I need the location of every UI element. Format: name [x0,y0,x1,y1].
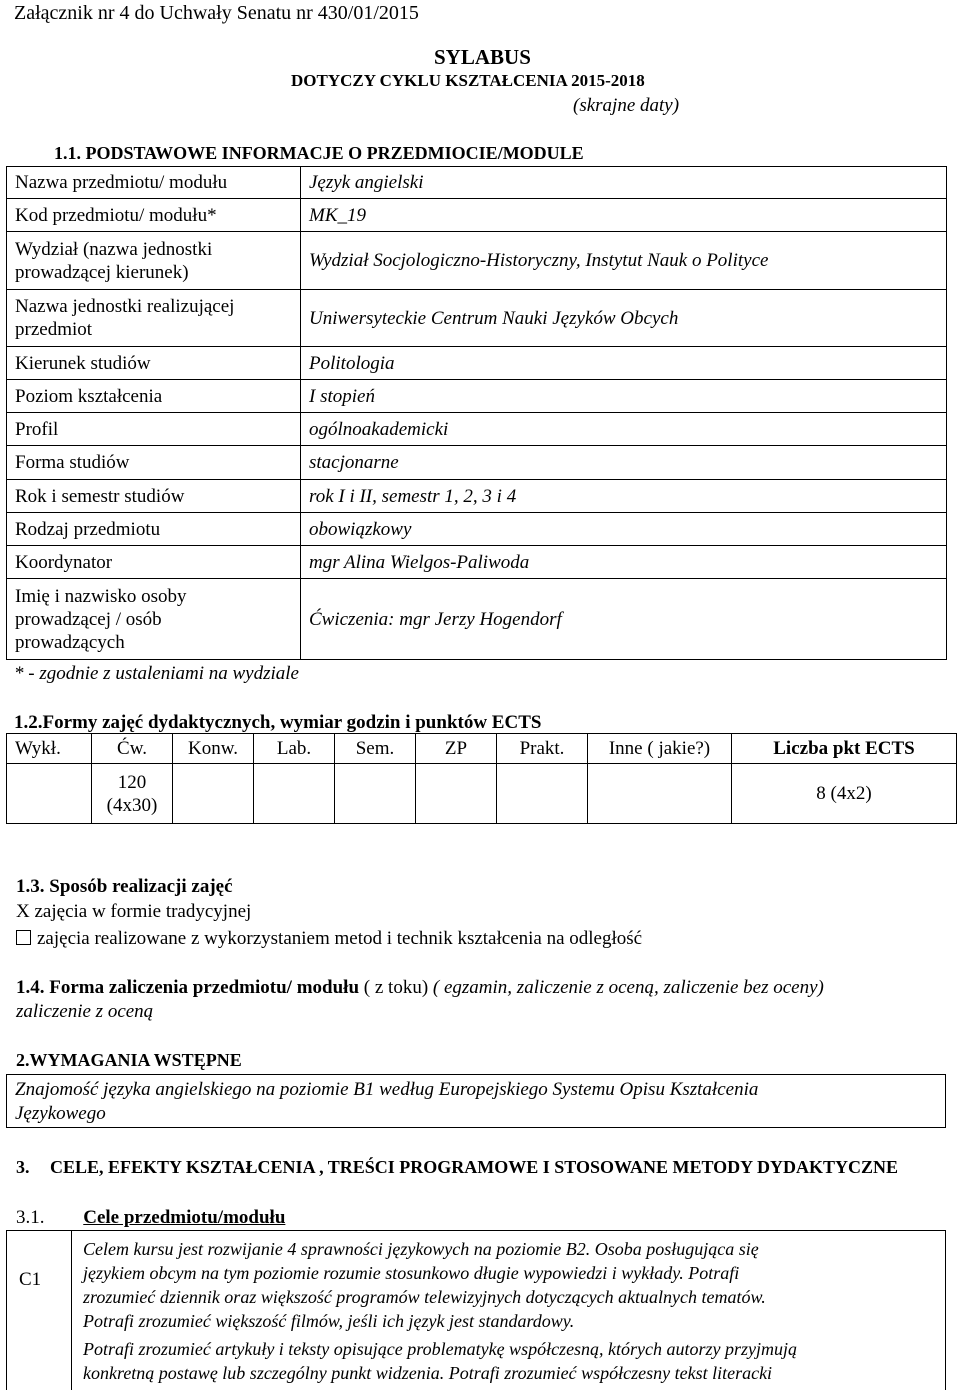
label-faculty: Wydział (nazwa jednostki prowadzącej kierunek) [7,232,301,290]
table-row [7,380,947,413]
section-3-1-number: 3.1. [16,1207,45,1228]
header-exercises: Ćw. [92,734,173,764]
section-1-1-number: 1.1. [54,143,81,163]
prerequisites-box [6,1074,946,1128]
section-1-3-heading [16,876,233,898]
goal-code: C1 [19,1269,42,1290]
value-course-type: obowiązkowy [301,513,947,546]
value-year-semester: rok I i II, semestr 1, 2, 3 i 4 [301,480,947,513]
section-1-3-title: Sposób realizacji zajęć [49,876,233,897]
table-row [7,579,947,660]
value-coordinator: mgr Alina Wielgos-Paliwoda [301,546,947,579]
value-practice [497,764,588,824]
value-seminar [335,764,416,824]
table-row [7,480,947,513]
table-row [7,290,947,347]
goal-code-cell [7,1231,72,1390]
header-conversation: Konw. [173,734,254,764]
header-practice: Prakt. [497,734,588,764]
value-conversation [173,764,254,824]
section-3-1-title: Cele przedmiotu/modułu [83,1207,286,1228]
label-coordinator: Koordynator [7,546,301,579]
table-row [7,232,947,290]
table-row [7,347,947,380]
label-study-form: Forma studiów [7,446,301,480]
label-profile: Profil [7,413,301,446]
goal-line: Celem kursu jest rozwijanie 4 sprawności językowych na poziomie B2. Osoba posługująca się [83,1239,759,1259]
goal-line: językiem obcym na tym poziomie rozumie stosunkowo długie wypowiedzi i wykłady. Potrafi [83,1263,740,1283]
empty-checkbox-icon [16,930,31,945]
table-row [7,734,957,764]
section-3-title: CELE, EFEKTY KSZTAŁCENIA , TREŚCI PROGRAMOWE I STOSOWANE METODY DYDAKTYCZNE [50,1157,898,1177]
footnote: * - zgodnie z ustaleniami na wydziale [14,663,299,684]
table-row [7,446,947,480]
section-1-4-paren: ( z toku) [363,977,429,998]
option-traditional-label: zajęcia w formie tradycyjnej [34,901,252,922]
label-course-name: Nazwa przedmiotu/ modułu [7,167,301,199]
goal-line: zrozumieć dziennik oraz większość programów telewizyjnych dotyczących aktualnych tematów. [83,1287,766,1307]
header-ects: Liczba pkt ECTS [732,734,957,764]
value-field: Politologia [301,347,947,380]
table-row [7,513,947,546]
table-row [7,199,947,232]
value-course-code: MK_19 [301,199,947,232]
section-1-4-number: 1.4. [16,977,45,998]
header-seminar: Sem. [335,734,416,764]
section-2-title: 2.WYMAGANIA WSTĘPNE [16,1050,242,1070]
label-year-semester: Rok i semestr studiów [7,480,301,513]
section-3-heading [16,1157,898,1178]
goals-table [6,1230,946,1390]
value-course-name: Język angielski [301,167,947,199]
header-zp: ZP [416,734,497,764]
table-row [7,167,947,199]
value-faculty: Wydział Socjologiczno-Historyczny, Instytut Nauk o Polityce [301,232,947,290]
option-remote [16,928,642,950]
dates-note: (skrajne daty) [573,95,680,116]
basic-info-table [6,166,947,660]
document-title: SYLABUS [434,45,531,69]
value-exercises: 120 (4x30) [92,764,173,824]
label-instructors: Imię i nazwisko osoby prowadzącej / osób prowadzących [7,579,301,660]
value-other [588,764,732,824]
checked-mark-icon: X [16,901,30,922]
value-profile: ogólnoakademicki [301,413,947,446]
prerequisites-line-2: Językowego [15,1103,106,1124]
value-level: I stopień [301,380,947,413]
value-lab [254,764,335,824]
label-course-type: Rodzaj przedmiotu [7,513,301,546]
table-row [7,764,957,824]
option-traditional [16,901,251,923]
label-unit: Nazwa jednostki realizującej przedmiot [7,290,301,347]
prerequisites-line-1: Znajomość języka angielskiego na poziomie B1 według Europejskiego Systemu Opisu Kształcenia [15,1079,759,1100]
value-ects: 8 (4x2) [732,764,957,824]
section-1-4-options: ( egzamin, zaliczenie z oceną, zaliczenie bez oceny) [432,977,824,998]
document-subtitle: DOTYCZY CYKLU KSZTAŁCENIA 2015-2018 [291,71,645,90]
section-1-1-heading [54,143,584,164]
section-1-4-value: zaliczenie z oceną [16,1001,154,1022]
section-3-1-heading [16,1207,285,1229]
label-field: Kierunek studiów [7,347,301,380]
attachment-note: Załącznik nr 4 do Uchwały Senatu nr 430/01/2015 [14,2,419,24]
section-1-3-number: 1.3. [16,876,45,897]
value-unit: Uniwersyteckie Centrum Nauki Języków Obcych [301,290,947,347]
table-row [7,546,947,579]
section-3-number: 3. [16,1157,30,1177]
goal-line: Potrafi zrozumieć większość filmów, jeśli ich język jest standardowy. [83,1311,575,1331]
label-course-code: Kod przedmiotu/ modułu* [7,199,301,232]
class-forms-table [6,733,957,824]
value-study-form: stacjonarne [301,446,947,480]
option-remote-label: zajęcia realizowane z wykorzystaniem metod i technik kształcenia na odległość [37,928,643,949]
goal-line: konkretną postawę lub szczególny punkt widzenia. Potrafi zrozumieć współczesny tekst literacki [83,1363,773,1383]
header-lecture: Wykł. [7,734,92,764]
header-lab: Lab. [254,734,335,764]
value-zp [416,764,497,824]
section-1-2-title: 1.2.Formy zajęć dydaktycznych, wymiar godzin i punktów ECTS [14,712,542,733]
section-1-1-title: PODSTAWOWE INFORMACJE O PRZEDMIOCIE/MODULE [85,143,584,163]
header-other: Inne ( jakie?) [588,734,732,764]
value-lecture [7,764,92,824]
section-1-4-title: Forma zaliczenia przedmiotu/ modułu [49,977,360,998]
table-row [7,413,947,446]
section-1-4-heading [16,977,824,999]
label-level: Poziom kształcenia [7,380,301,413]
goal-line: Potrafi zrozumieć artykuły i teksty opisujące problematykę współczesną, których autorzy przyjmują [83,1339,798,1359]
value-instructors: Ćwiczenia: mgr Jerzy Hogendorf [301,579,947,660]
